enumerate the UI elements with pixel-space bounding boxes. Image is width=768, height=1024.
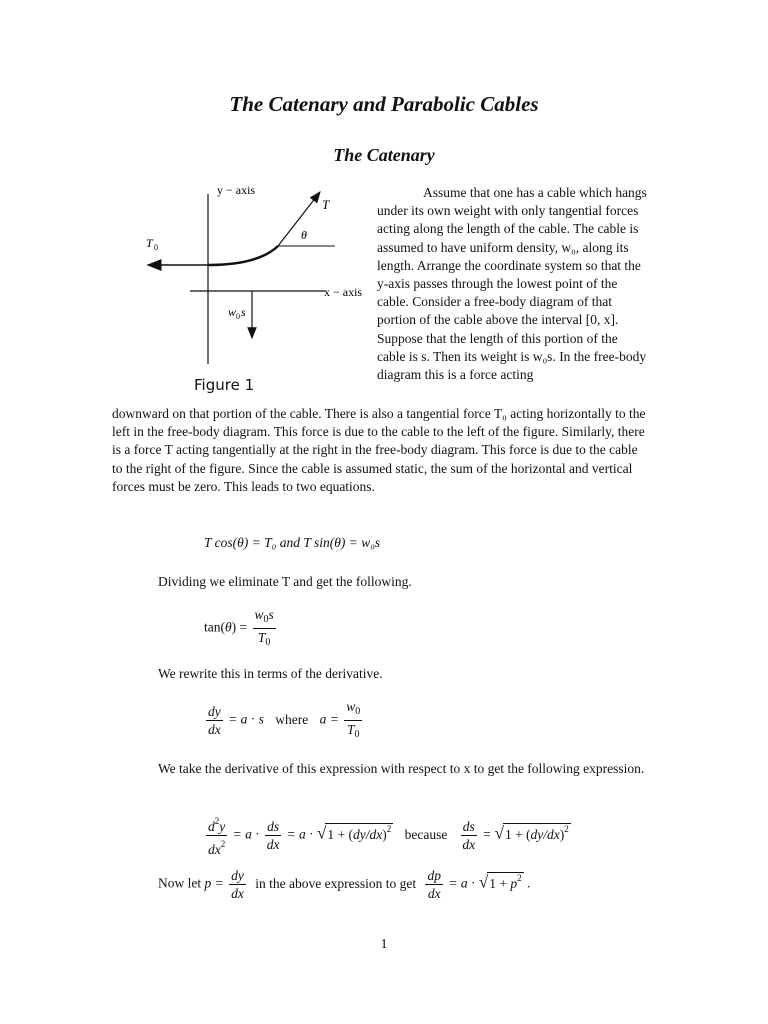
weight-s-label: s bbox=[241, 305, 246, 319]
x-axis-label: x − axis bbox=[324, 285, 363, 299]
equation-force-balance: T cos(θ) = T₀ and T sin(θ) = w₀s bbox=[204, 535, 381, 550]
text-now-let: Now let bbox=[158, 875, 202, 891]
word-where: where bbox=[275, 711, 309, 727]
equation-tan-theta: tan(θ) = $\frac{w_0s}{T_0}$ bbox=[204, 607, 274, 648]
weight-subscript: 0 bbox=[236, 312, 240, 321]
equation-substitution: Now let p = $\frac{dy}{dx}$ in the above expression to get $\frac{dp}{dx}$ = $a \cdot √1 + p^2$ . bbox=[158, 868, 531, 901]
text-take-derivative-content: We take the derivative of this expression with respect to x to get the following expression. bbox=[158, 761, 645, 776]
page-number: 1 bbox=[380, 937, 388, 952]
body-paragraph-1: downward on that portion of the cable. There is also a tangential force T₀ acting horizontally to the left in the free-body diagram. This force is due to the cable to the left of the figure. Similarly, there is a force T acting tangentially at the right in the free-body diagram. This force is due to the cable to the right of the figure. Since the cable is assumed static, the sum of the horizontal and vertical forces must be zero. This leads to two equations. bbox=[112, 406, 646, 494]
t0-label: T bbox=[146, 236, 153, 250]
document-title: The Catenary and Parabolic Cables bbox=[229, 92, 539, 116]
figure-caption: Figure 1 bbox=[194, 376, 255, 394]
text-rewrite: We rewrite this in terms of the derivative. bbox=[158, 666, 383, 681]
intro-text: Assume that one has a cable which hangs under its own weight with only tangential forces acting along the length of the cable. The cable is assumed to have uniform density, w₀, along its length. Arrange the coordinate system so that the y-axis passes through the lowest point of the cable. Consider a free-body diagram of that portion of the cable above the interval [0, x]. Suppose that the length of this portion of the cable is s. Then its weight is w₀s. In the free-body diagram this is a force acting bbox=[377, 185, 647, 383]
weight-label: w bbox=[228, 305, 237, 319]
theta-label: θ bbox=[301, 228, 307, 242]
t0-subscript: 0 bbox=[154, 243, 158, 252]
text-substitution-mid: in the above expression to get bbox=[255, 875, 417, 891]
text-dividing: Dividing we eliminate T and get the following. bbox=[158, 574, 412, 589]
equation-second-derivative: $\frac{d^2y}{dx^2}$ = a · $\frac{ds}{dx}$ = $a \cdot √1 + (dy/dx)^2$ because $\frac{ds}{dx}$ = $√1 + (dy/dx)^2$ bbox=[204, 813, 571, 858]
y-axis-label: y − axis bbox=[217, 183, 256, 197]
tension-arrow bbox=[278, 192, 320, 246]
section-heading: The Catenary bbox=[333, 145, 435, 165]
text-take-derivative bbox=[112, 760, 648, 778]
word-because: because bbox=[404, 826, 448, 842]
equation-derivative: $\frac{dy}{dx}$ = a · s where a = $\frac{w_0}{T_0}$ bbox=[208, 699, 361, 740]
cable-curve bbox=[208, 246, 278, 265]
intro-paragraph bbox=[377, 184, 649, 384]
free-body-diagram-svg bbox=[140, 178, 370, 368]
tension-label: T bbox=[322, 197, 330, 212]
free-body-diagram bbox=[140, 178, 370, 368]
